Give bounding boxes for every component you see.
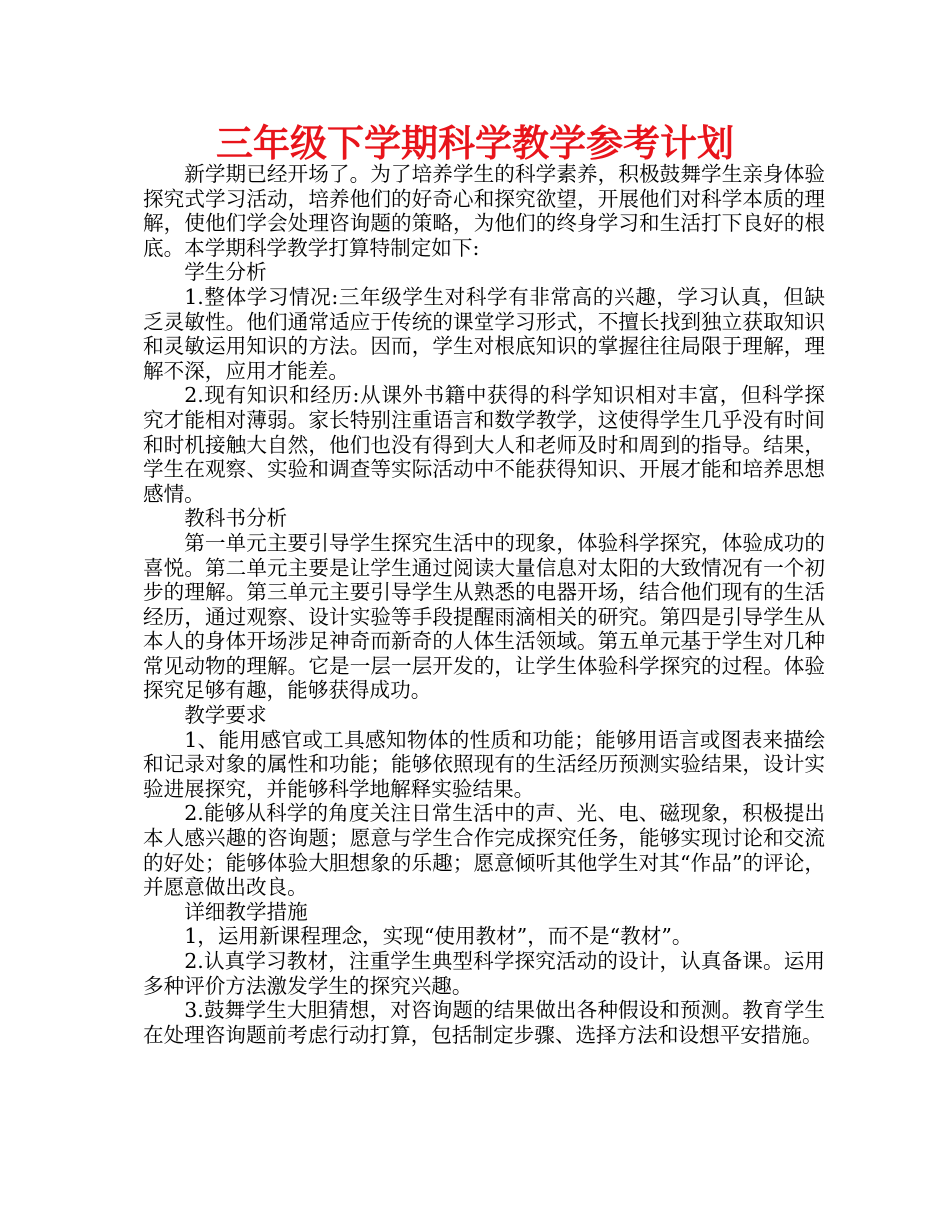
paragraph-measure-2: 2.认真学习教材，注重学生典型科学探究活动的设计，认真备课。运用多种评价方法激发学生的探究兴趣。 [143, 949, 825, 998]
paragraph-measure-3: 3.鼓舞学生大胆猜想，对咨询题的结果做出各种假设和预测。教育学生在处理咨询题前考虑行动打算，包括制定步骤、选择方法和设想平安措施。 [143, 998, 825, 1047]
section-heading-student-analysis: 学生分析 [184, 260, 267, 285]
document-body [143, 162, 825, 1047]
paragraph-existing-knowledge: 2.现有知识和经历:从课外书籍中获得的科学知识相对丰富，但科学探究才能相对薄弱。家长特别注重语言和数学教学，这使得学生几乎没有时间和时机接触大自然，他们也没有得到大人和老师及时和周到的指导。结果，学生在观察、实验和调查等实际活动中不能获得知识、开展才能和培养思想感情。 [143, 383, 825, 506]
document-title: 三年级下学期科学教学参考计划 [216, 122, 734, 165]
paragraph-requirement-1: 1、能用感官或工具感知物体的性质和功能；能够用语言或图表来描绘和记录对象的属性和功能；能够依照现有的生活经历预测实验结果，设计实验进展探究，并能够科学地解释实验结果。 [143, 727, 825, 801]
paragraph-intro: 新学期已经开场了。为了培养学生的科学素养，积极鼓舞学生亲身体验探究式学习活动，培养他们的好奇心和探究欲望，开展他们对科学本质的理解，使他们学会处理咨询题的策略，为他们的终身学习和生活打下良好的根底。本学期科学教学打算特制定如下: [143, 162, 825, 260]
section-heading-teaching-measures: 详细教学措施 [184, 899, 308, 924]
section-heading-textbook-analysis: 教科书分析 [184, 506, 288, 531]
paragraph-learning-situation: 1.整体学习情况:三年级学生对科学有非常高的兴趣，学习认真，但缺乏灵敏性。他们通常适应于传统的课堂学习形式，不擅长找到独立获取知识和灵敏运用知识的方法。因而，学生对根底知识的掌握往往局限于理解，理解不深，应用才能差。 [143, 284, 825, 383]
paragraph-measure-1: 1，运用新课程理念，实现“使用教材”，而不是“教材”。 [184, 924, 693, 949]
paragraph-textbook-units: 第一单元主要引导学生探究生活中的现象，体验科学探究，体验成功的喜悦。第二单元主要是让学生通过阅读大量信息对太阳的大致情况有一个初步的理解。第三单元主要引导学生从熟悉的电器开场，结合他们现有的生活经历，通过观察、设计实验等手段提醒雨滴相关的研究。第四是引导学生从本人的身体开场涉足神奇而新奇的人体生活领域。第五单元基于学生对几种常见动物的理解。它是一层一层开发的，让学生体验科学探究的过程。体验探究足够有趣，能够获得成功。 [143, 530, 825, 703]
paragraph-requirement-2: 2.能够从科学的角度关注日常生活中的声、光、电、磁现象，积极提出本人感兴趣的咨询题；愿意与学生合作完成探究任务，能够实现讨论和交流的好处；能够体验大胆想象的乐趣；愿意倾听其他学生对其“作品”的评论，并愿意做出改良。 [143, 801, 825, 900]
section-heading-teaching-requirements: 教学要求 [184, 703, 267, 728]
